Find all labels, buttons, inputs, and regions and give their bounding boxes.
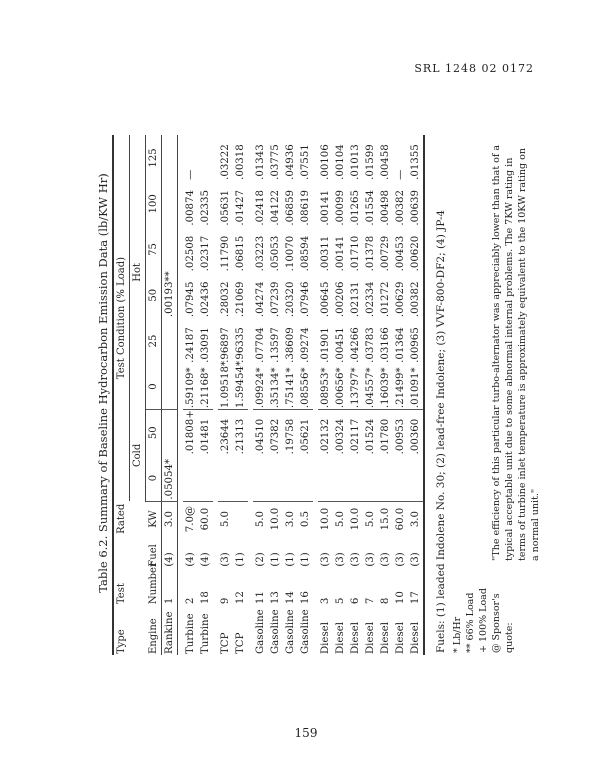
cell-value: .01355 [410,144,421,180]
cell-value: .00458 [380,144,391,180]
cell-value: .00382 [395,189,406,226]
footnotes [451,103,490,653]
cell-type: Gasoline [255,609,266,654]
cell-value: 1.59454* [235,360,246,409]
table-row [408,135,424,655]
cell-value: .05053 [270,235,281,272]
cell-value: .00099 [335,189,346,226]
cell-value: .07946 [300,281,311,318]
cell-value: .04936 [285,144,296,180]
cell-kw: 5.0 [255,510,266,528]
cell-value: .07382 [270,418,281,455]
cell-value: .00874 [185,189,196,226]
cell-value: .01524 [365,418,376,455]
cell-value: .01013 [350,144,361,180]
table-row [298,135,313,655]
cell-type: Diesel [365,622,376,654]
cell-number: 13 [270,591,281,605]
cell-kw: 5.0 [335,510,346,528]
table-row [348,135,363,655]
cell-value: .02317 [200,235,211,272]
cell-value: .02132 [320,418,331,455]
cell-value: .00318 [235,144,246,180]
cell-fuel: (1) [235,552,246,567]
table-title: Table 6.2. Summary of Baseline Hydrocarbon Emission Data (lb/KW Hr) [96,173,110,593]
cell-value: .23644 [220,418,231,455]
cell-value: .21168* [198,364,213,410]
cell-value: .01780 [380,418,391,455]
cell-value: .08619 [300,189,311,226]
cell-value: .28032 [220,281,231,318]
cell-type: Diesel [410,622,421,654]
header-load: 125 [148,148,159,168]
cell-kw: 0.5 [300,510,311,528]
cell-kw: 5.0 [365,510,376,528]
cell-value: .21069 [235,281,246,318]
cell-number: 7 [365,597,376,605]
cell-fuel: (3) [320,552,331,567]
cell-kw: 3.0 [285,510,296,528]
header-load: 50 [148,426,159,440]
document-id: SRL 1248 02 0172 [414,62,534,75]
cell-value: .01364 [395,327,406,363]
cell-number: 16 [300,591,311,605]
header-load: 75 [148,243,159,256]
cell-value [233,455,248,501]
cell-value: .00382 [410,281,421,318]
table-row [183,135,198,655]
cell-kw: 3.0 [410,510,421,528]
cell-value: .00451 [335,327,346,363]
cell-number: 18 [200,591,211,605]
sponsor-quote-label: @ Sponsor's quote: [491,593,515,653]
cell-value: .03783 [365,327,376,363]
cell-type: Rankine [164,611,175,654]
header-load: 0 [146,364,162,410]
cell-number: 11 [255,591,266,605]
cell-value: .07704 [255,327,266,363]
table-row [268,135,283,655]
cell-value: .03091 [200,327,211,363]
cell-kw: 7.0@ [185,505,196,533]
cell-value: .00106 [320,144,331,180]
header-rated: Rated [116,503,128,534]
sponsor-quote [490,103,542,653]
cell-value [268,455,283,501]
rotated-table-page [96,103,546,663]
cell-value: .10070 [285,235,296,272]
cell-value [218,455,233,501]
cell-value: .00141 [335,235,346,272]
cell-kw: 5.0 [220,510,231,528]
table-row-rankine [162,135,178,655]
cell-value: .01378 [365,235,376,272]
cell-value [253,455,268,501]
page-number: 159 [294,726,318,740]
cell-value: .01265 [350,189,361,226]
header-type: Type [116,629,128,654]
header-test: Test [116,583,128,605]
table-row [333,135,348,655]
table-row [253,135,268,655]
cell-value: .03775 [270,144,281,180]
cell-type: TCP [235,632,246,654]
cell-value [298,455,313,501]
cell-number: 3 [320,597,331,605]
cell-value: — [395,169,406,180]
cell-fuel: (3) [350,552,361,567]
cell-kw [233,501,248,536]
cell-value [198,455,213,501]
cell-fuel: (2) [255,552,266,567]
header-load: 50 [148,288,159,302]
sponsor-quote-text: "The efficiency of this particular turbo-alternator was appreciably lower than that of a typical acceptable unit due to some abnormal internal problems. The 7KW rating in terms of turbine inlet temperature is approximately equivalent to the 10KW rating on a normal unit." [491,144,541,561]
cell-value: .01481 [200,418,211,455]
cell-value: .19758 [285,418,296,455]
header-kw: KW [147,510,159,528]
header-fuel: Fuel [147,544,159,567]
cell-value [183,455,198,501]
cell-kw: 10.0 [350,507,361,531]
cell-value: .00965 [410,327,421,363]
cell-value: .05054* [162,455,178,501]
table-row [233,135,248,655]
cell-type: Turbine [200,613,211,654]
cell-value: .03166 [380,327,391,363]
cell-value: .00141 [320,189,331,226]
cell-value: .02436 [200,281,211,318]
cell-value: .00453 [395,235,406,272]
cell-value [408,455,424,501]
cell-type: Diesel [320,622,331,654]
cell-value [333,455,348,501]
cell-value: .00620 [410,235,421,272]
cell-value: .01427 [235,189,246,226]
cell-number: 10 [395,591,406,605]
cell-value: .01343 [255,144,266,180]
cell-value: .96335 [235,327,246,363]
cell-number: 5 [335,597,346,605]
cell-fuel: (1) [300,552,311,567]
cell-value [318,455,333,501]
cell-value: 1.09518* [220,360,231,409]
cell-value: .00953 [395,418,406,455]
cell-value: .03223 [255,235,266,272]
cell-value: .05621 [300,418,311,455]
cell-number: 14 [285,591,296,605]
cell-value: .09274 [300,327,311,363]
cell-fuel: (3) [395,552,406,567]
cell-type: Turbine [185,613,196,654]
table-row [318,135,333,655]
cell-number: 17 [410,591,421,605]
header-cold: Cold [130,410,146,502]
cell-value [393,455,408,501]
cell-value: .59109* [183,364,198,410]
cell-value: .00656* [333,364,348,410]
cell-value: .13797* [348,364,363,410]
cell-value: .07945 [185,281,196,318]
cell-value: .00729 [380,235,391,272]
cell-type: Gasoline [300,609,311,654]
header-load: 25 [148,334,159,348]
cell-kw: 15.0 [380,507,391,531]
cell-value: .08953* [318,364,333,410]
cell-value: .04274 [255,281,266,318]
cell-value: .01091* [408,364,424,410]
table-row [198,135,213,655]
cell-value: .01272 [380,281,391,318]
cell-value: .02335 [200,189,211,226]
cell-value: .06859 [285,189,296,226]
cell-value: .01901 [320,327,331,363]
cell-value: .04510 [255,418,266,455]
cell-value: .00360 [410,418,421,455]
cell-value: .02334 [365,281,376,318]
header-test-condition: Test Condition (% Load) [113,135,130,501]
cell-value: .02117 [350,418,361,455]
cell-fuel: (4) [164,552,175,567]
cell-fuel: (3) [335,552,346,567]
table-row [393,135,408,655]
cell-fuel: (3) [380,552,391,567]
cell-number: 12 [235,591,246,605]
cell-kw: 10.0 [270,507,281,531]
cell-value: .00639 [410,189,421,226]
cell-value: .75141* [283,364,298,410]
cell-value: .02418 [255,189,266,226]
cell-value: .01554 [365,189,376,226]
cell-kw: 3.0 [164,510,175,528]
cell-value: .21499* [393,364,408,410]
emission-table [112,135,425,655]
cell-value: .35134* [268,364,283,410]
cell-value: .00629 [395,281,406,318]
cell-value: .00645 [320,281,331,318]
cell-value: .09924* [253,364,268,410]
cell-fuel: (3) [410,552,421,567]
table-row [363,135,378,655]
table-row [218,135,233,655]
header-hot: Hot [130,135,146,410]
cell-value: — [185,169,196,180]
header-number: Number [147,562,159,605]
header-load: 0 [146,455,162,501]
cell-value: .16039* [378,364,393,410]
cell-fuel: (1) [285,552,296,567]
table-row [378,135,393,655]
cell-value: .08594 [300,235,311,272]
cell-value: .01808+ [185,410,196,455]
cell-value: .96897 [220,327,231,363]
header-load: 100 [148,194,159,214]
cell-value [283,455,298,501]
cell-value: .04122 [270,189,281,226]
cell-value [348,455,363,501]
cell-number: 8 [380,597,391,605]
cell-type: Diesel [335,622,346,654]
cell-value: .21313 [235,418,246,455]
cell-value: .04266 [350,327,361,363]
header-engine: Engine [147,618,159,654]
cell-value: .00206 [335,281,346,318]
cell-value: .24187 [185,327,196,363]
cell-type: Diesel [395,622,406,654]
cell-number: 2 [185,597,196,605]
cell-number: 1 [164,597,175,605]
cell-value: .11790 [220,235,231,272]
cell-value: .08556* [298,364,313,410]
cell-value: .02508 [185,235,196,272]
cell-value: .20320 [285,281,296,318]
cell-fuel: (4) [185,552,196,567]
footnote: ** 66% Load [465,592,476,653]
cell-kw: 60.0 [200,507,211,531]
footnote: + 100% Load [478,588,489,653]
cell-value [378,455,393,501]
cell-fuel: (3) [365,552,376,567]
cell-number: 6 [350,597,361,605]
cell-value: .07551 [300,144,311,180]
cell-value: .00104 [335,144,346,180]
cell-type: Gasoline [285,609,296,654]
cell-value: .05631 [220,189,231,226]
table-row [283,135,298,655]
cell-value: .00324 [335,418,346,455]
cell-number: 9 [220,597,231,605]
cell-fuel: (4) [200,552,211,567]
cell-kw: 10.0 [320,507,331,531]
cell-value: .00498 [380,189,391,226]
cell-value [363,455,378,501]
cell-type: Diesel [380,622,391,654]
cell-value: .00193** [164,271,175,318]
cell-value [198,135,213,181]
cell-value: .06815 [235,235,246,272]
cell-type: TCP [220,632,231,654]
cell-value: .01710 [350,235,361,272]
cell-kw: 60.0 [395,507,406,531]
cell-value: .00311 [320,235,331,272]
footnote: * Lb/Hr [452,616,463,653]
cell-value: .03222 [220,144,231,180]
cell-value: .07239 [270,281,281,318]
cell-type: Diesel [350,622,361,654]
cell-value: .04557* [363,364,378,410]
fuels-note: Fuels: (1) leaded Indolene No. 30; (2) lead-free Indolene; (3) VVF-800-DF2; (4) JP-4 [435,209,447,653]
cell-type: Gasoline [270,609,281,654]
cell-value: .01599 [365,144,376,180]
cell-fuel: (3) [220,552,231,567]
cell-value: .02131 [350,281,361,318]
cell-fuel: (1) [270,552,281,567]
cell-value: .13597 [270,327,281,363]
cell-value: .38609 [285,327,296,363]
